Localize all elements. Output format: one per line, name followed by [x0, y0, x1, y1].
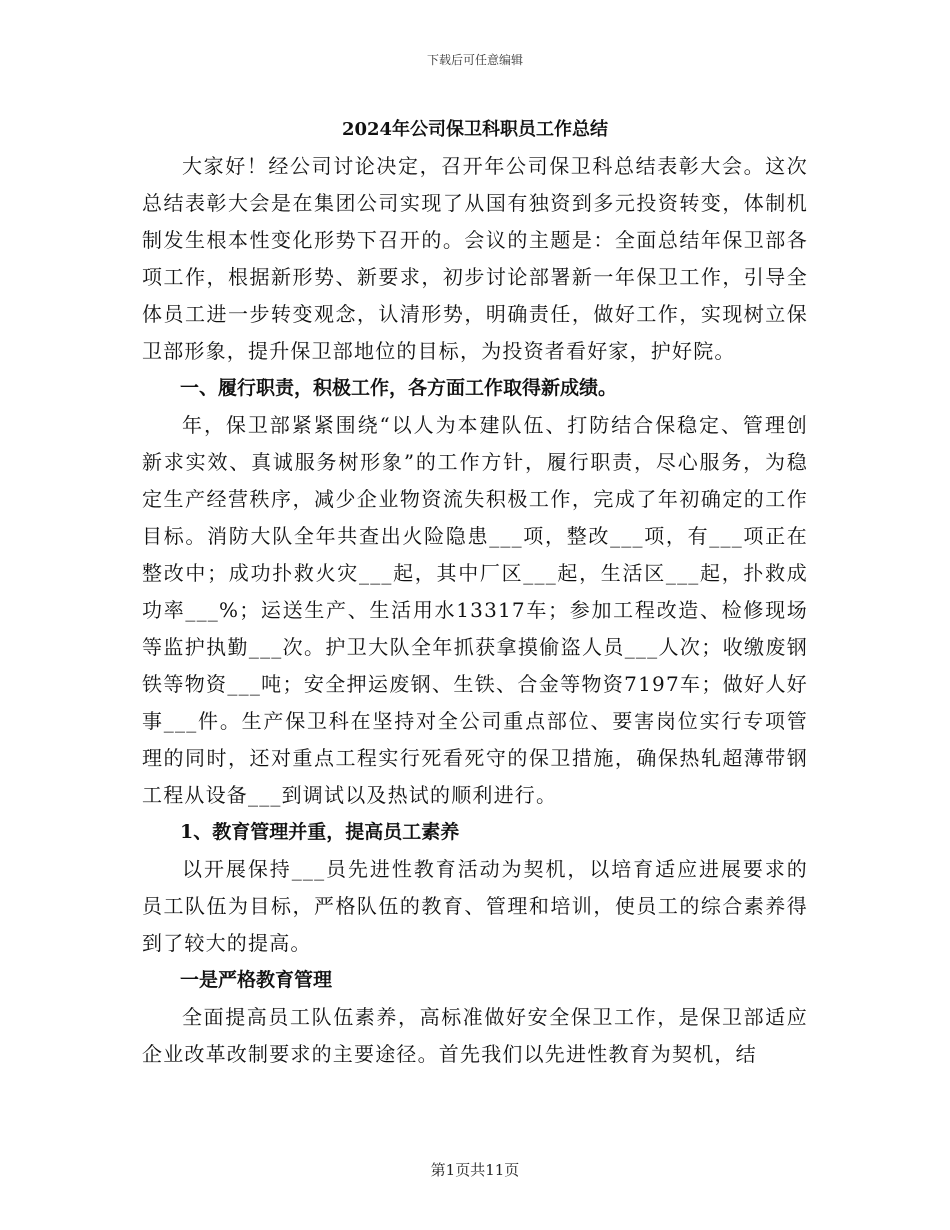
paragraph-education: 以开展保持___员先进性教育活动为契机，以培育适应进展要求的员工队伍为目标，严格队伍的教育、管理和培训，使员工的综合素养得到了较大的提高。 — [142, 857, 808, 955]
paragraph-intro: 大家好！经公司讨论决定，召开年公司保卫科总结表彰大会。这次总结表彰大会是在集团公司实现了从国有独资到多元投资转变，体制机制发生根本性变化形势下召开的。会议的主题是：全面总结年保卫部各项工作，根据新形势、新要求，初步讨论部署新一年保卫工作，引导全体员工进一步转变观念，认清形势，明确责任，做好工作，实现树立保卫部形象，提升保卫部地位的目标，为投资者看好家，护好院。 — [142, 154, 808, 363]
paragraph-quality: 全面提高员工队伍素养，高标准做好安全保卫工作，是保卫部适应企业改革改制要求的主要途径。首先我们以先进性教育为契机，结 — [142, 1005, 808, 1066]
document-title: 2024年公司保卫科职员工作总结 — [341, 119, 609, 140]
page-header-note: 下载后可任意编辑 — [426, 53, 523, 67]
subsection-heading-strict-management: 一是严格教育管理 — [180, 969, 333, 991]
paragraph-achievements: 年，保卫部紧紧围绕“以人为本建队伍、打防结合保稳定、管理创新求实效、真诚服务树形象”的工作方针，履行职责，尽心服务，为稳定生产经营秩序，减少企业物资流失积极工作，完成了年初确定的工作目标。消防大队全年共查出火险隐患___项，整改___项，有___项正在整改中；成功扑救火灾___起，其中厂区___起，生活区___起，扑救成功率___%；运送生产、生活用水13317车；参加工程改造、检修现场等监护执勤___次。护卫大队全年抓获拿摸偷盗人员___人次；收缴废钢铁等物资___吨；安全押运废钢、生铁、合金等物资7197车；做好人好事___件。生产保卫科在坚持对全公司重点部位、要害岗位实行专项管理的同时，还对重点工程实行死看死守的保卫措施，确保热轧超薄带钢工程从设备___到调试以及热试的顺利进行。 — [142, 413, 808, 807]
page-number: 第1页共11页 — [430, 1161, 520, 1179]
document-body — [142, 112, 808, 1073]
subsection-heading-1: 1、教育管理并重，提高员工素养 — [180, 821, 460, 843]
section-heading-1: 一、履行职责，积极工作，各方面工作取得新成绩。 — [180, 377, 618, 399]
